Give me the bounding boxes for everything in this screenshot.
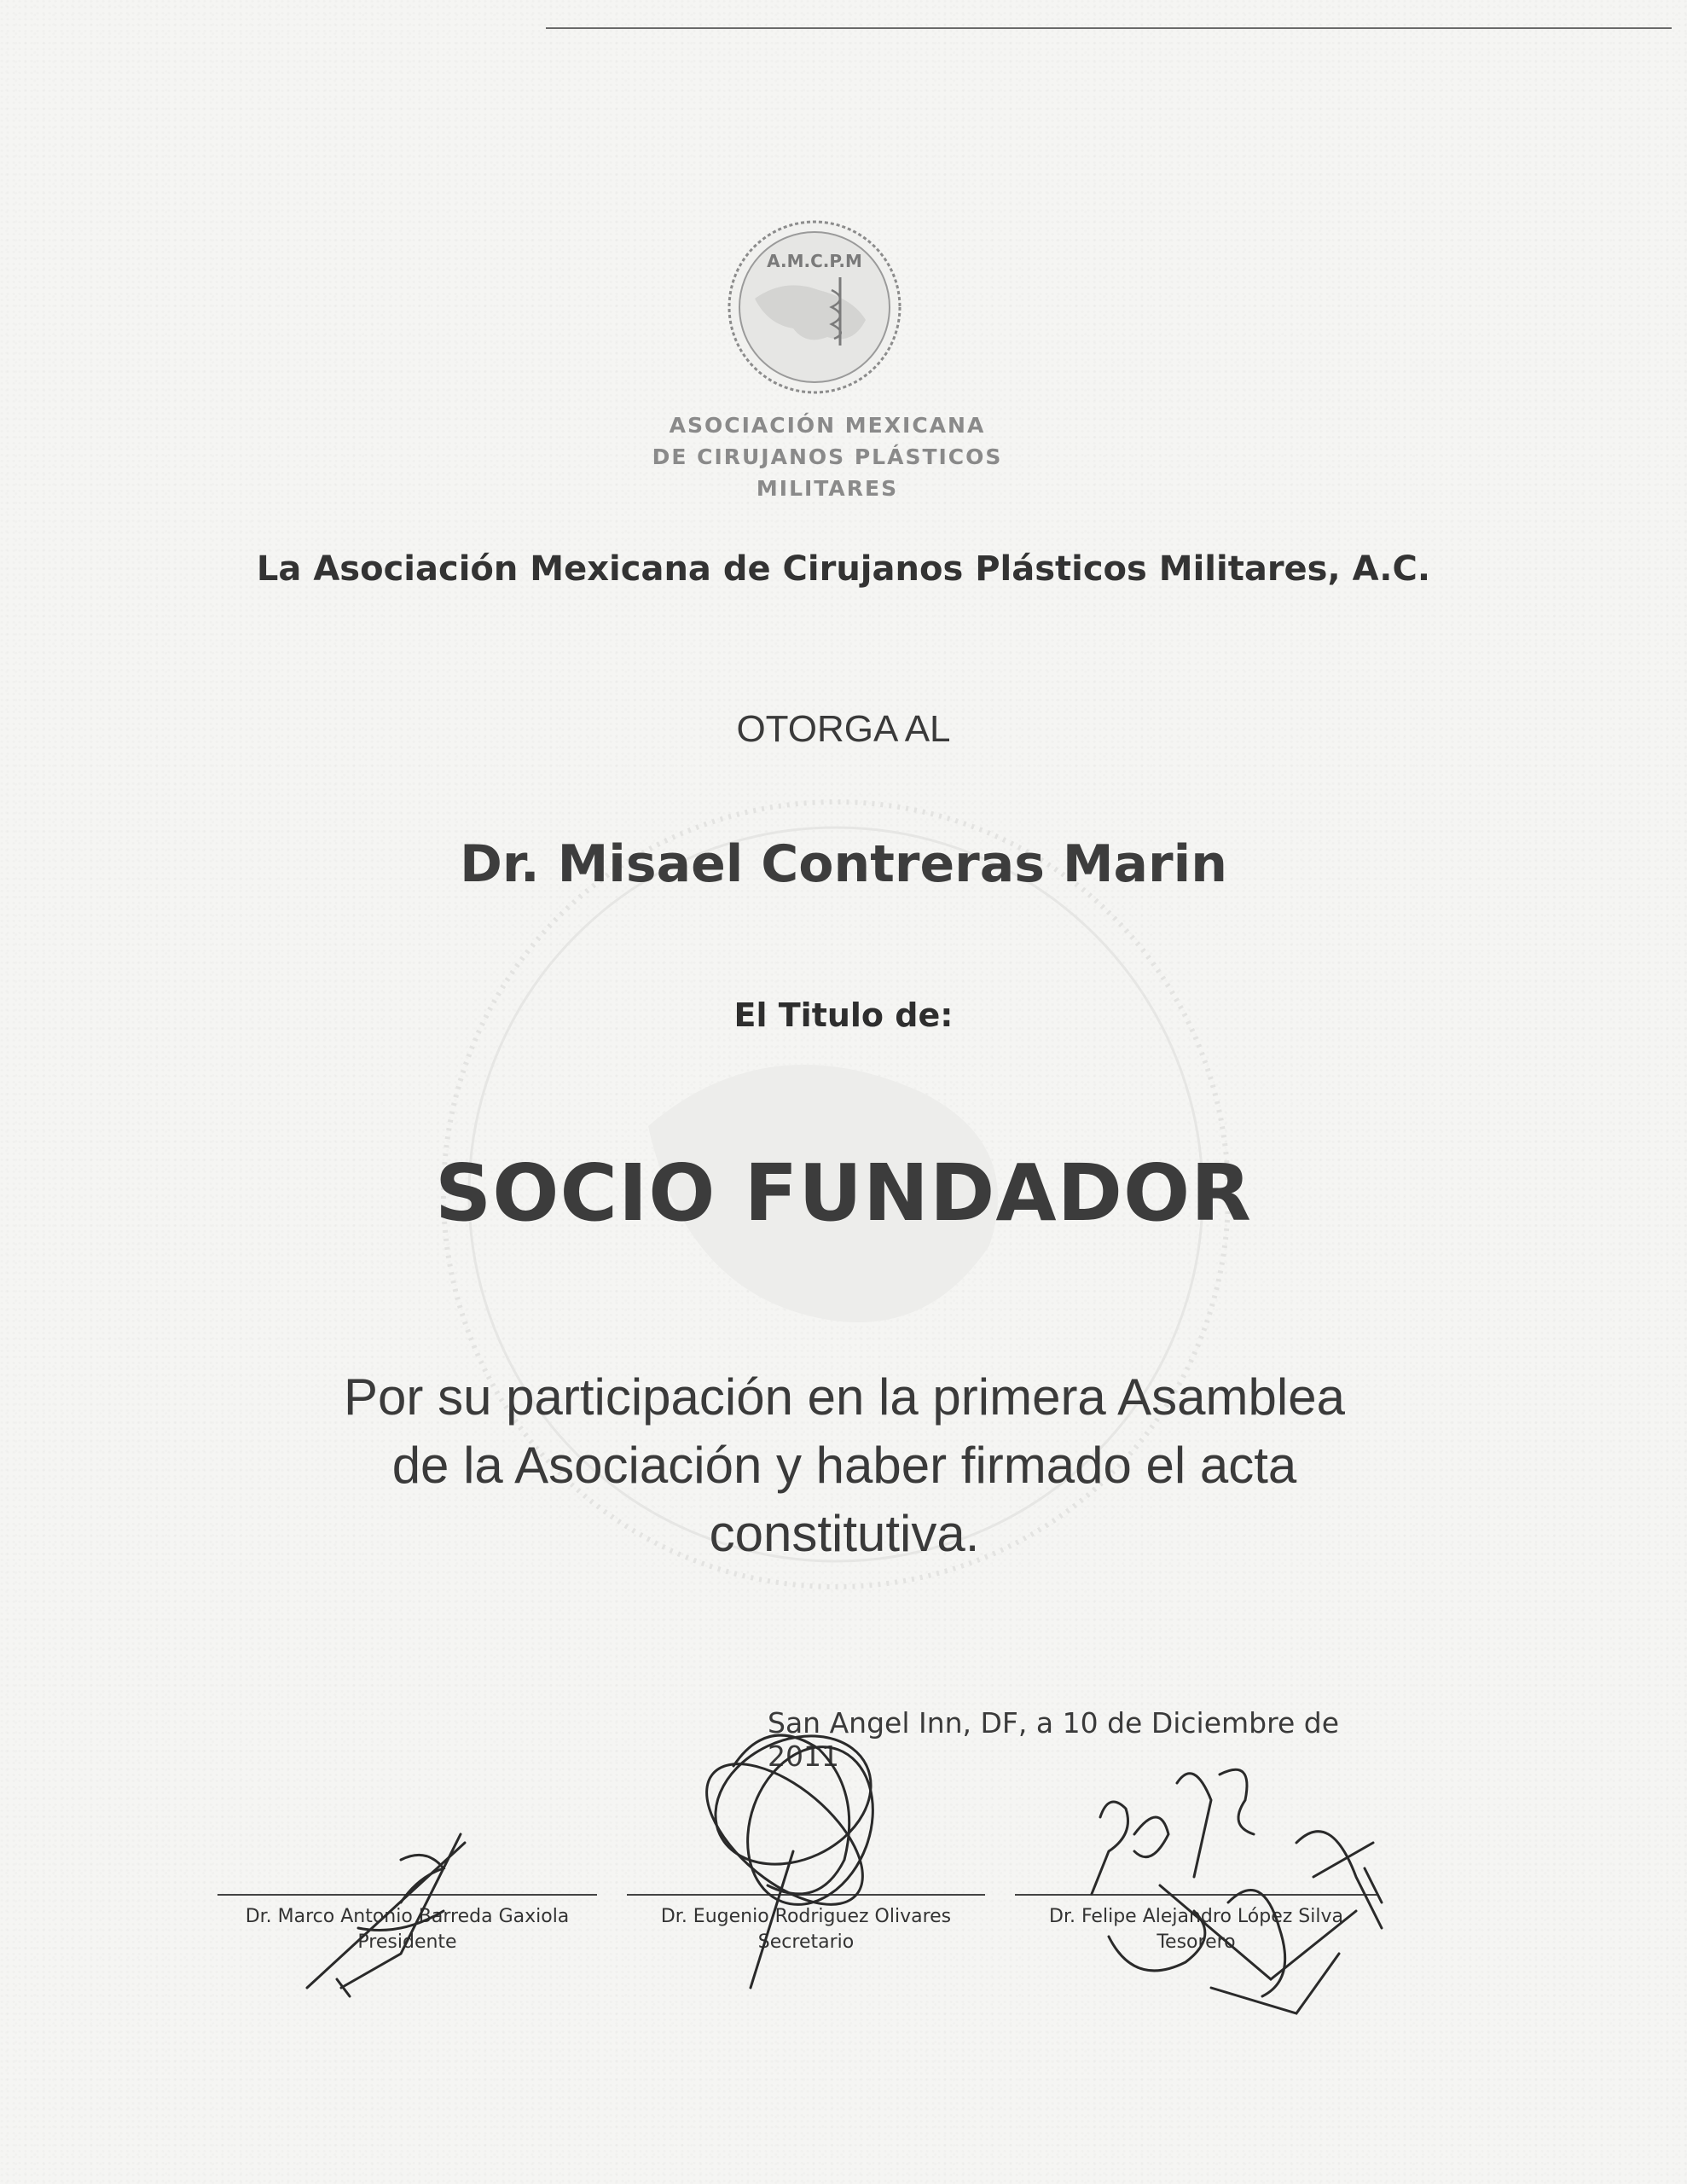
reason-line-1: Por su participación en la primera Asamblea bbox=[344, 1368, 1345, 1426]
signature-block-president bbox=[217, 1894, 597, 1955]
reason-text bbox=[222, 1363, 1467, 1568]
signatory-name: Dr. Felipe Alejandro López Silva bbox=[1049, 1906, 1343, 1927]
seal-name-line-1: ASOCIACIÓN MEXICANA bbox=[669, 413, 986, 438]
signatory-role: Tesorero bbox=[1157, 1931, 1236, 1953]
signatory-role: Secretario bbox=[757, 1931, 855, 1953]
signature-line bbox=[627, 1894, 985, 1896]
amcpm-seal-logo-icon bbox=[725, 218, 904, 397]
seal-name-line-2: DE CIRUJANOS PLÁSTICOS bbox=[652, 444, 1003, 469]
reason-line-3: constitutiva. bbox=[709, 1505, 980, 1562]
signature-line bbox=[217, 1894, 597, 1896]
organization-line: La Asociación Mexicana de Cirujanos Plásticos Militares, A.C. bbox=[256, 549, 1431, 589]
title-label: El Titulo de: bbox=[733, 996, 954, 1034]
signature-block-secretary bbox=[627, 1894, 985, 1955]
signature-block-treasurer bbox=[1015, 1894, 1377, 1955]
place-date: San Angel Inn, DF, a 10 de Diciembre de 2011 bbox=[768, 1706, 1339, 1773]
recipient-name: Dr. Misael Contreras Marin bbox=[460, 834, 1227, 894]
signatory-role: Presidente bbox=[357, 1931, 457, 1953]
seal-organization-name bbox=[588, 410, 1066, 504]
signatory-name: Dr. Eugenio Rodriguez Olivares bbox=[660, 1906, 952, 1927]
svg-text:A.M.C.P.M: A.M.C.P.M bbox=[767, 251, 862, 271]
grant-text: OTORGA AL bbox=[736, 708, 951, 750]
seal-name-line-3: MILITARES bbox=[756, 476, 899, 501]
reason-line-2: de la Asociación y haber firmado el acta bbox=[391, 1437, 1297, 1494]
signature-line bbox=[1015, 1894, 1377, 1896]
signature-treasurer-scribble bbox=[1092, 1769, 1382, 2013]
signatory-name: Dr. Marco Antonio Barreda Gaxiola bbox=[245, 1906, 570, 1927]
scan-edge-line bbox=[546, 27, 1672, 29]
certificate-title: SOCIO FUNDADOR bbox=[435, 1147, 1252, 1239]
